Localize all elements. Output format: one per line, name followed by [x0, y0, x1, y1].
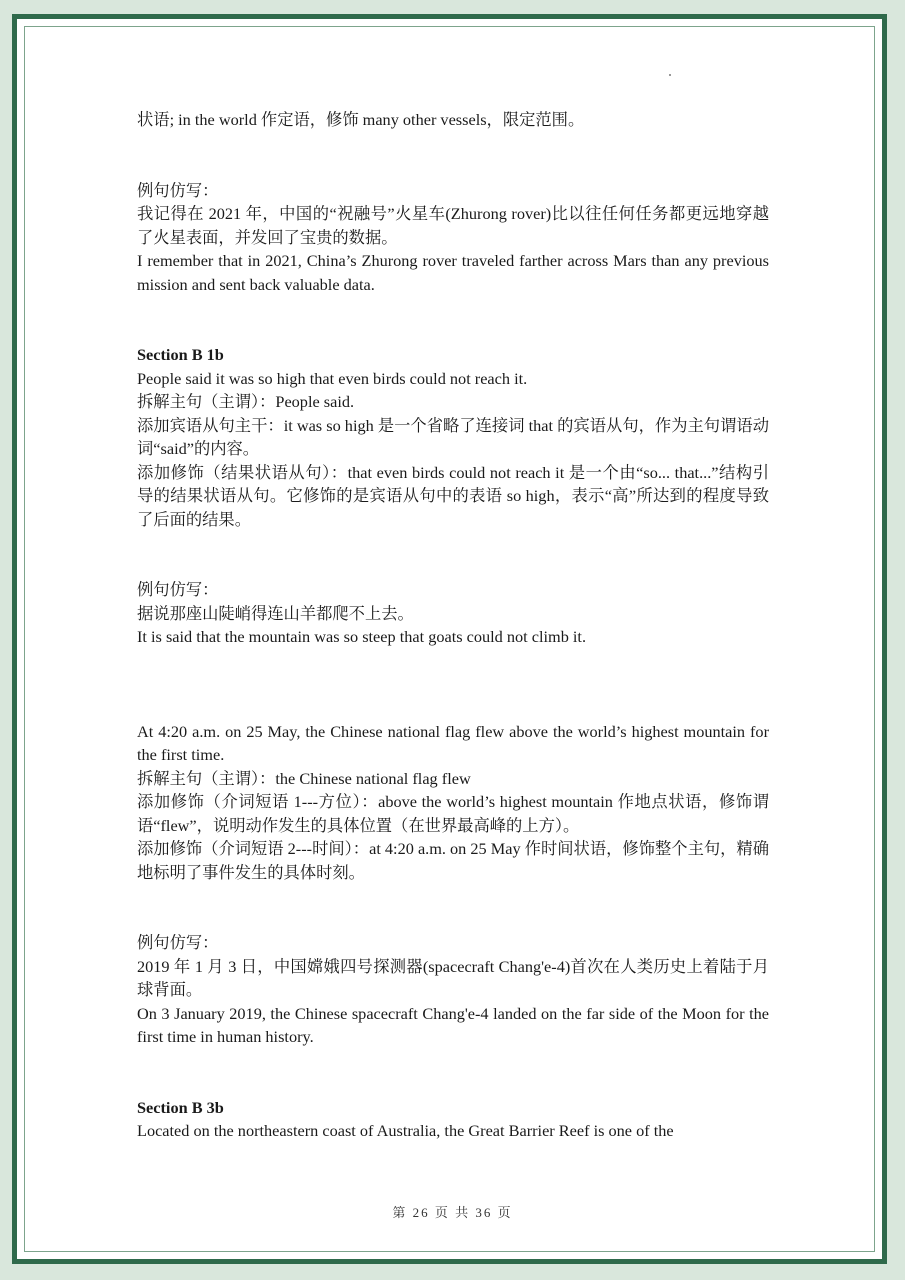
paragraph: 添加宾语从句主干：it was so high 是一个省略了连接词 that 的宾语从句，作为主句谓语动词“said”的内容。	[137, 415, 769, 458]
paragraph: At 4:20 a.m. on 25 May, the Chinese national flag flew above the world’s highest mountain for the first time.	[137, 721, 769, 764]
paragraph: I remember that in 2021, China’s Zhurong rover traveled farther across Mars than any previous mission and sent back valuable data.	[137, 251, 769, 294]
section-heading: Section B 1b	[137, 345, 224, 364]
paragraph: 添加修饰（介词短语 2---时间）：at 4:20 a.m. on 25 May 作时间状语，修饰整个主句，精确地标明了事件发生的具体时刻。	[137, 839, 769, 882]
paragraph: 状语; in the world 作定语，修饰 many other vessels，限定范围。	[137, 110, 585, 129]
paragraph: On 3 January 2019, the Chinese spacecraft Chang'e-4 landed on the far side of the Moon for the first time in human history.	[137, 1003, 769, 1046]
spacer	[137, 132, 769, 179]
section-heading: Section B 3b	[137, 1097, 224, 1117]
paragraph: 2019 年 1 月 3 日，中国嫦娥四号探测器(spacecraft Chang'e-4)首次在人类历史上着陆于月球背面。	[137, 956, 769, 999]
document-body	[137, 108, 769, 1143]
page-number-footer: 第 26 页 共 36 页	[392, 1205, 513, 1220]
paragraph: 拆解主句（主谓）：the Chinese national flag flew	[137, 768, 471, 788]
spacer	[137, 531, 769, 578]
paragraph: 据说那座山陡峭得连山羊都爬不上去。	[137, 603, 414, 623]
paragraph: 添加修饰（介词短语 1---方位）：above the world’s highest mountain 作地点状语，修饰谓语“flew”，说明动作发生的具体位置（在世界最高峰的上方）。	[137, 792, 769, 835]
paragraph: 我记得在 2021 年，中国的“祝融号”火星车(Zhurong rover)比以往任何任务都更远地穿越了火星表面，并发回了宝贵的数据。	[137, 204, 769, 247]
paragraph: People said it was so high that even birds could not reach it.	[137, 368, 528, 388]
paragraph: Located on the northeastern coast of Australia, the Great Barrier Reef is one of the	[137, 1121, 674, 1140]
spacer	[137, 884, 769, 931]
paragraph: 例句仿写：	[137, 933, 219, 952]
spacer	[137, 649, 769, 720]
paragraph: 例句仿写：	[137, 580, 219, 599]
scan-speck	[669, 74, 671, 76]
spacer	[137, 296, 769, 343]
paragraph: 例句仿写：	[137, 180, 219, 200]
paragraph: 添加修饰（结果状语从句）：that even birds could not reach it 是一个由“so... that...”结构引导的结果状语从句。它修饰的是宾语从句中的表语 so high，表示“高”所达到的程度导致了后面的结果。	[137, 462, 769, 529]
paragraph: It is said that the mountain was so steep that goats could not climb it.	[137, 627, 587, 646]
spacer	[137, 1049, 769, 1096]
paragraph: 拆解主句（主谓）：People said.	[137, 392, 355, 411]
